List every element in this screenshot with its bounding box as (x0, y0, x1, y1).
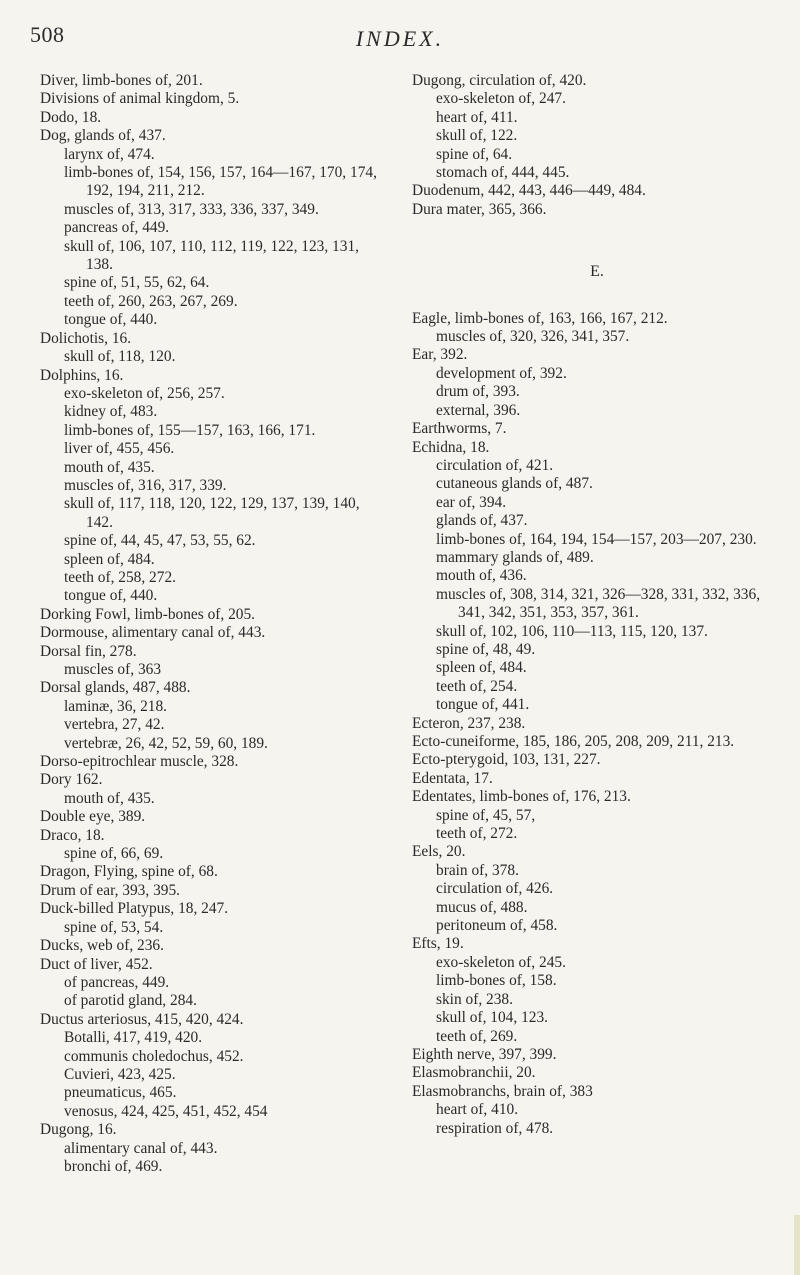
index-entry: Elasmobranchii, 20. (412, 1064, 536, 1082)
index-entry: Dugong, circulation of, 420. (412, 72, 587, 89)
index-entry: Ecteron, 237, 238. (412, 714, 526, 732)
index-subentry: limb-bones of, 154, 156, 157, 164—167, 170, 174, 192, 194, 211, 212. (64, 164, 377, 200)
index-subentry: skin of, 238. (436, 990, 513, 1008)
index-entry: Dolichotis, 16. (40, 329, 132, 347)
index-subentry: muscles of, 320, 326, 341, 357. (436, 328, 630, 346)
index-entry: Dodo, 18. (40, 108, 102, 126)
index-entry: Edentates, limb-bones of, 176, 213. (412, 788, 631, 806)
index-subentry: exo-skeleton of, 245. (436, 953, 566, 971)
index-subentry: alimentary canal of, 443. (64, 1139, 218, 1157)
index-subentry: limb-bones of, 158. (436, 972, 557, 990)
index-subentry: skull of, 122. (436, 127, 518, 145)
index-entries-d (412, 72, 782, 219)
index-subentry: spine of, 64. (436, 145, 513, 163)
index-entry: Earthworms, 7. (412, 420, 507, 438)
index-subentry: skull of, 106, 107, 110, 112, 119, 122, 123, 131, 138. (64, 237, 359, 274)
index-column-left (40, 72, 385, 1176)
index-subentry: teeth of, 272. (436, 825, 518, 843)
index-entry: Ductus arteriosus, 415, 420, 424. (40, 1010, 244, 1028)
index-subentry: teeth of, 260, 263, 267, 269. (64, 292, 238, 310)
index-subentry: brain of, 378. (436, 861, 519, 879)
index-subentry: teeth of, 258, 272. (64, 568, 176, 586)
index-subentry: spine of, 53, 54. (64, 918, 164, 936)
index-entry: Dorsal fin, 278. (40, 642, 137, 660)
index-subentry: cutaneous glands of, 487. (436, 475, 593, 493)
index-subentry: exo-skeleton of, 256, 257. (64, 384, 225, 402)
index-subentry: bronchi of, 469. (64, 1157, 163, 1175)
index-subentry: circulation of, 426. (436, 880, 554, 898)
index-subentry: muscles of, 363 (64, 661, 162, 678)
index-entry: Duck-billed Platypus, 18, 247. (40, 900, 229, 918)
index-subentry: laminæ, 36, 218. (64, 697, 168, 715)
index-subentry: tongue of, 440. (64, 311, 158, 329)
index-subentry: spleen of, 484. (436, 659, 527, 677)
index-subentry: heart of, 411. (436, 108, 518, 126)
index-subentry: limb-bones of, 155—157, 163, 166, 171. (64, 421, 316, 439)
running-head: INDEX. (355, 26, 445, 51)
index-subentry: external, 396. (436, 401, 521, 419)
index-subentry: spine of, 45, 57, (436, 806, 536, 824)
index-entry: Echidna, 18. (412, 438, 490, 456)
index-subentry: of pancreas, 449. (64, 973, 170, 991)
index-subentry: liver of, 455, 456. (64, 440, 175, 458)
index-subentry: peritoneum of, 458. (436, 917, 558, 935)
index-entry: Duodenum, 442, 443, 446—449, 484. (412, 182, 646, 200)
index-entry: Dolphins, 16. (40, 366, 124, 384)
index-entry: Dorking Fowl, limb-bones of, 205. (40, 605, 256, 623)
index-entry: Eighth nerve, 397, 399. (412, 1045, 557, 1063)
index-entry: Drum of ear, 393, 395. (40, 881, 181, 899)
index-subentry: ear of, 394. (436, 493, 507, 511)
index-entries-e (412, 310, 782, 1138)
index-entry: Efts, 19. (412, 935, 464, 953)
index-subentry: teeth of, 254. (436, 677, 518, 695)
index-entry: Dorsal glands, 487, 488. (40, 679, 191, 697)
index-entry: Dura mater, 365, 366. (412, 200, 547, 218)
index-subentry: limb-bones of, 164, 194, 154—157, 203—207, 230. (436, 530, 757, 548)
index-subentry: mammary glands of, 489. (436, 548, 594, 566)
index-subentry: mouth of, 436. (436, 567, 527, 585)
index-entry: Double eye, 389. (40, 808, 146, 826)
index-subentry: teeth of, 269. (436, 1027, 518, 1045)
index-entry: Ear, 392. (412, 346, 468, 364)
index-entry: Diver, limb-bones of, 201. (40, 72, 203, 89)
index-entry: Ecto-pterygoid, 103, 131, 227. (412, 751, 601, 769)
index-entry: Duct of liver, 452. (40, 955, 153, 973)
index-subentry: spine of, 66, 69. (64, 845, 164, 863)
index-subentry: skull of, 104, 123. (436, 1009, 549, 1027)
index-subentry: spine of, 48, 49. (436, 640, 536, 658)
index-subentry: stomach of, 444, 445. (436, 164, 570, 182)
index-entry: Dugong, 16. (40, 1121, 117, 1139)
index-subentry: Botalli, 417, 419, 420. (64, 1029, 203, 1047)
index-entry: Eels, 20. (412, 843, 466, 861)
index-subentry: tongue of, 440. (64, 587, 158, 605)
index-subentry: muscles of, 308, 314, 321, 326—328, 331, 332, 336, 341, 342, 351, 353, 357, 361. (436, 585, 761, 622)
page-edge-mark (794, 1215, 800, 1275)
index-column-right (412, 72, 782, 1138)
page-number: 508 (30, 22, 65, 47)
index-subentry: skull of, 117, 118, 120, 122, 129, 137, 139, 140, 142. (64, 495, 360, 531)
index-subentry: tongue of, 441. (436, 696, 530, 714)
index-subentry: Cuvieri, 423, 425. (64, 1065, 176, 1083)
index-entry: Ducks, web of, 236. (40, 937, 164, 955)
index-subentry: venosus, 424, 425, 451, 452, 454 (64, 1102, 268, 1120)
index-subentry: vertebræ, 26, 42, 52, 59, 60, 189. (64, 734, 268, 752)
index-subentry: mouth of, 435. (64, 458, 155, 476)
index-subentry: communis choledochus, 452. (64, 1047, 244, 1065)
index-entry: Divisions of animal kingdom, 5. (40, 90, 240, 108)
index-entry: Draco, 18. (40, 826, 105, 844)
index-entry: Dog, glands of, 437. (40, 127, 166, 145)
index-entry: Dorso-epitrochlear muscle, 328. (40, 753, 239, 771)
index-subentry: skull of, 102, 106, 110—113, 115, 120, 137. (436, 622, 708, 640)
index-subentry: circulation of, 421. (436, 456, 554, 474)
index-subentry: respiration of, 478. (436, 1119, 554, 1137)
index-subentry: heart of, 410. (436, 1101, 519, 1119)
index-entry: Edentata, 17. (412, 769, 493, 787)
index-subentry: mouth of, 435. (64, 789, 155, 807)
index-subentry: kidney of, 483. (64, 403, 158, 421)
index-entry: Dory 162. (40, 771, 103, 789)
index-subentry: spleen of, 484. (64, 550, 155, 568)
index-subentry: spine of, 51, 55, 62, 64. (64, 274, 210, 292)
index-subentry: spine of, 44, 45, 47, 53, 55, 62. (64, 532, 256, 550)
index-subentry: glands of, 437. (436, 512, 528, 530)
index-entry: Ecto-cuneiforme, 185, 186, 205, 208, 209, 211, 213. (412, 733, 735, 750)
index-subentry: exo-skeleton of, 247. (436, 90, 566, 108)
index-subentry: larynx of, 474. (64, 145, 155, 163)
index-subentry: drum of, 393. (436, 383, 520, 401)
index-subentry: pancreas of, 449. (64, 219, 170, 237)
index-subentry: development of, 392. (436, 364, 567, 382)
index-subentry: of parotid gland, 284. (64, 992, 197, 1010)
index-subentry: muscles of, 313, 317, 333, 336, 337, 349. (64, 200, 319, 218)
index-subentry: pneumaticus, 465. (64, 1084, 177, 1102)
index-entry: Eagle, limb-bones of, 163, 166, 167, 212. (412, 309, 668, 327)
index-subentry: mucus of, 488. (436, 898, 528, 916)
index-entry: Elasmobranchs, brain of, 383 (412, 1082, 593, 1100)
index-entry: Dragon, Flying, spine of, 68. (40, 863, 218, 881)
index-subentry: skull of, 118, 120. (64, 348, 176, 366)
index-subentry: vertebra, 27, 42. (64, 716, 165, 734)
index-subentry: muscles of, 316, 317, 339. (64, 476, 227, 494)
section-letter: E. (590, 263, 604, 281)
index-entry: Dormouse, alimentary canal of, 443. (40, 624, 266, 642)
